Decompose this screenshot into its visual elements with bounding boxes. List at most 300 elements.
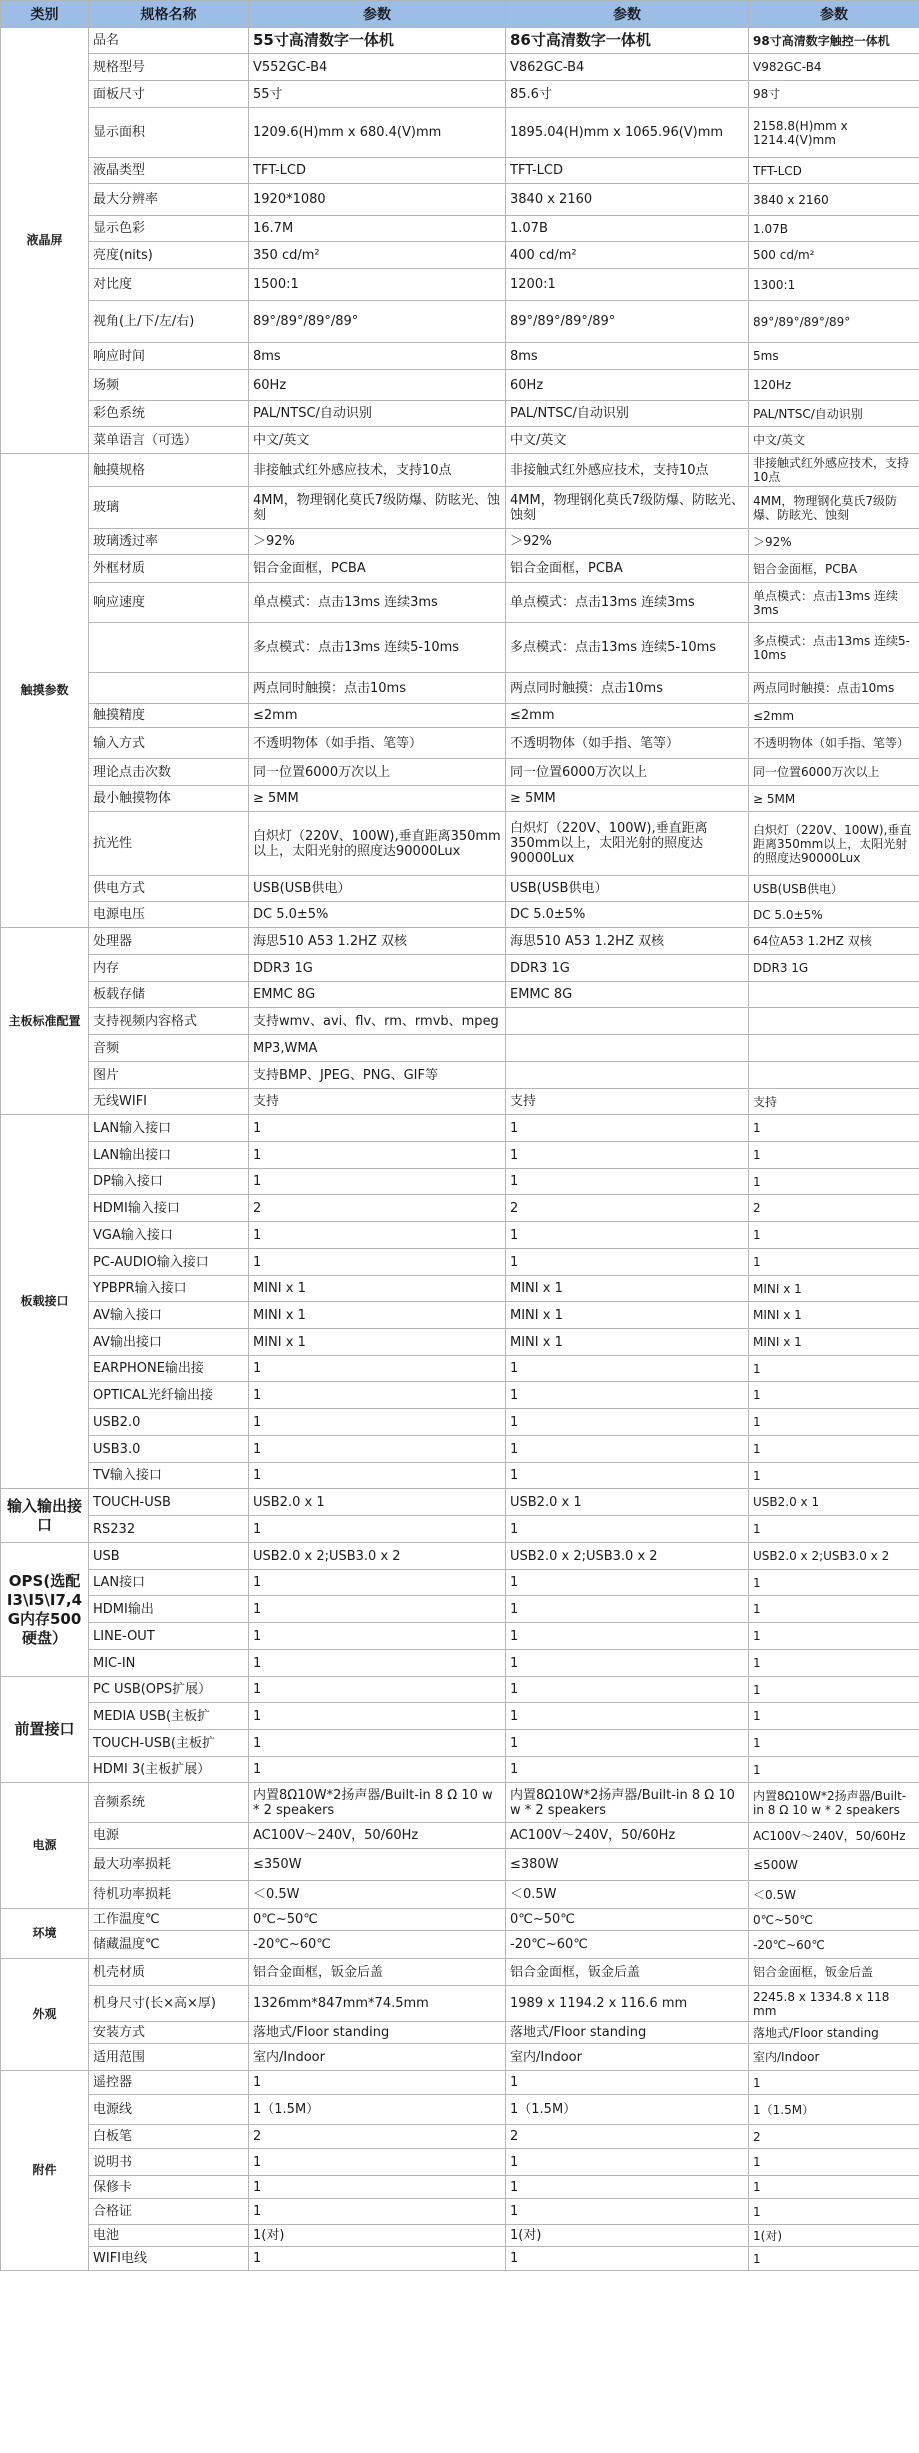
table-row: [1, 1757, 919, 1783]
spec-name-cell: 触摸精度: [89, 704, 249, 728]
spec-value-cell: 1989 x 1194.2 x 116.6 mm: [506, 1986, 749, 2022]
table-row: [1, 1169, 919, 1195]
spec-name-cell: 亮度(nits): [89, 242, 249, 269]
spec-value-cell: TFT-LCD: [749, 158, 919, 184]
spec-value-cell: USB2.0 x 2;USB3.0 x 2: [749, 1543, 919, 1570]
table-row: [1, 1276, 919, 1302]
spec-name-cell: 说明书: [89, 2149, 249, 2176]
spec-value-cell: 4MM，物理钢化莫氏7级防爆、防眩光、蚀刻: [749, 487, 919, 529]
spec-value-cell: 非接触式红外感应技术，支持10点: [749, 454, 919, 487]
spec-name-cell: TV输入接口: [89, 1463, 249, 1489]
spec-value-cell: 1: [749, 1730, 919, 1757]
spec-value-cell: MP3,WMA: [249, 1035, 506, 1062]
spec-value-cell: 1: [249, 1650, 506, 1677]
table-row: [1, 2095, 919, 2125]
spec-value-cell: 1: [749, 2199, 919, 2225]
spec-value-cell: 1(对): [506, 2225, 749, 2247]
spec-value-cell: USB(USB供电）: [749, 876, 919, 902]
spec-value-cell: 1895.04(H)mm x 1065.96(V)mm: [506, 108, 749, 158]
spec-value-cell: 3840 x 2160: [506, 184, 749, 216]
spec-name-cell: 面板尺寸: [89, 81, 249, 108]
table-row: [1, 928, 919, 955]
spec-value-cell: 1: [506, 1596, 749, 1623]
spec-name-cell: 保修卡: [89, 2176, 249, 2199]
spec-value-cell: 1: [506, 2247, 749, 2271]
spec-value-cell: 64位A53 1.2HZ 双核: [749, 928, 919, 955]
spec-name-cell: 显示色彩: [89, 216, 249, 242]
spec-name-cell: 图片: [89, 1062, 249, 1089]
spec-value-cell: 98寸高清数字触控一体机: [749, 28, 919, 54]
spec-value-cell: 单点模式：点击13ms 连续3ms: [249, 583, 506, 623]
spec-value-cell: 1: [506, 1249, 749, 1276]
spec-value-cell: 1: [506, 1169, 749, 1195]
spec-value-cell: 1: [749, 1249, 919, 1276]
table-row: [1, 487, 919, 529]
spec-name-cell: 遥控器: [89, 2071, 249, 2095]
spec-value-cell: 4MM，物理钢化莫氏7级防爆、防眩光、蚀刻: [506, 487, 749, 529]
spec-value-cell: 内置8Ω10W*2扬声器/Built-in 8 Ω 10 w * 2 speakers: [506, 1783, 749, 1823]
spec-value-cell: 1（1.5M）: [249, 2095, 506, 2125]
spec-value-cell: 8ms: [249, 343, 506, 370]
spec-value-cell: 1: [249, 1169, 506, 1195]
spec-value-cell: [506, 1062, 749, 1089]
spec-value-cell: USB(USB供电）: [506, 876, 749, 902]
spec-value-cell: 1: [249, 1409, 506, 1436]
spec-value-cell: 两点同时触摸：点击10ms: [749, 673, 919, 704]
spec-name-cell: 输入方式: [89, 728, 249, 759]
spec-name-cell: 视角(上/下/左/右): [89, 301, 249, 343]
table-row: [1, 2125, 919, 2149]
table-row: [1, 1516, 919, 1543]
spec-value-cell: USB2.0 x 2;USB3.0 x 2: [249, 1543, 506, 1570]
spec-name-cell: 玻璃: [89, 487, 249, 529]
category-cell: 环境: [1, 1909, 89, 1959]
table-row: [1, 1730, 919, 1757]
spec-value-cell: 室内/Indoor: [506, 2044, 749, 2071]
spec-value-cell: 1: [249, 1142, 506, 1169]
table-row: [1, 28, 919, 54]
spec-value-cell: MINI x 1: [506, 1276, 749, 1302]
spec-value-cell: 1: [749, 1570, 919, 1596]
table-row: [1, 786, 919, 812]
spec-value-cell: MINI x 1: [249, 1302, 506, 1329]
spec-name-cell: TOUCH-USB(主板扩: [89, 1730, 249, 1757]
table-row: [1, 343, 919, 370]
spec-value-cell: EMMC 8G: [249, 982, 506, 1008]
table-row: [1, 1062, 919, 1089]
spec-value-cell: 1: [506, 1382, 749, 1409]
spec-value-cell: ≥ 5MM: [249, 786, 506, 812]
spec-value-cell: 1: [749, 1516, 919, 1543]
spec-value-cell: 非接触式红外感应技术，支持10点: [249, 454, 506, 487]
spec-name-cell: 最小触摸物体: [89, 786, 249, 812]
spec-value-cell: 3840 x 2160: [749, 184, 919, 216]
spec-value-cell: [506, 1008, 749, 1035]
table-row: [1, 2149, 919, 2176]
spec-value-cell: 2: [749, 2125, 919, 2149]
spec-name-cell: WIFI电线: [89, 2247, 249, 2271]
spec-value-cell: -20℃~60℃: [749, 1931, 919, 1959]
spec-name-cell: HDMI输出: [89, 1596, 249, 1623]
table-row: [1, 216, 919, 242]
table-row: [1, 242, 919, 269]
spec-value-cell: 1: [749, 1222, 919, 1249]
spec-value-cell: 单点模式：点击13ms 连续3ms: [749, 583, 919, 623]
spec-value-cell: MINI x 1: [506, 1302, 749, 1329]
spec-name-cell: DP输入接口: [89, 1169, 249, 1195]
spec-value-cell: 1: [249, 1570, 506, 1596]
spec-value-cell: 1: [506, 2199, 749, 2225]
spec-value-cell: MINI x 1: [249, 1276, 506, 1302]
spec-value-cell: 1: [249, 2247, 506, 2271]
spec-value-cell: DC 5.0±5%: [249, 902, 506, 928]
table-row: [1, 812, 919, 876]
spec-name-cell: USB2.0: [89, 1409, 249, 1436]
spec-value-cell: 铝合金面框，钣金后盖: [249, 1959, 506, 1986]
spec-name-cell: 抗光性: [89, 812, 249, 876]
spec-value-cell: 室内/Indoor: [249, 2044, 506, 2071]
spec-name-cell: 供电方式: [89, 876, 249, 902]
spec-value-cell: 铝合金面框，钣金后盖: [749, 1959, 919, 1986]
category-cell: 附件: [1, 2071, 89, 2271]
table-row: [1, 1959, 919, 1986]
spec-name-cell: AV输入接口: [89, 1302, 249, 1329]
spec-value-cell: 中文/英文: [249, 427, 506, 454]
header-params-86: 参数: [506, 1, 749, 28]
spec-value-cell: 1: [506, 1222, 749, 1249]
spec-value-cell: PAL/NTSC/自动识别: [249, 401, 506, 427]
spec-value-cell: 支持: [506, 1089, 749, 1115]
spec-value-cell: 铝合金面框，PCBA: [249, 555, 506, 583]
spec-name-cell: YPBPR输入接口: [89, 1276, 249, 1302]
spec-value-cell: DDR3 1G: [249, 955, 506, 982]
spec-value-cell: 多点模式：点击13ms 连续5-10ms: [249, 623, 506, 673]
spec-value-cell: 1: [749, 1382, 919, 1409]
spec-value-cell: 1: [749, 1142, 919, 1169]
table-row: [1, 1222, 919, 1249]
spec-value-cell: 1.07B: [749, 216, 919, 242]
spec-value-cell: ≤500W: [749, 1849, 919, 1881]
spec-value-cell: 铝合金面框，PCBA: [749, 555, 919, 583]
spec-value-cell: ≥ 5MM: [506, 786, 749, 812]
header-row: [1, 1, 919, 28]
table-row: [1, 1035, 919, 1062]
spec-name-cell: 电源电压: [89, 902, 249, 928]
spec-name-cell: 液晶类型: [89, 158, 249, 184]
spec-value-cell: ＞92%: [506, 529, 749, 555]
spec-name-cell: 适用范围: [89, 2044, 249, 2071]
spec-value-cell: 1: [249, 1463, 506, 1489]
spec-value-cell: 1: [506, 1730, 749, 1757]
spec-value-cell: 两点同时触摸：点击10ms: [249, 673, 506, 704]
spec-value-cell: 内置8Ω10W*2扬声器/Built-in 8 Ω 10 w * 2 speakers: [749, 1783, 919, 1823]
spec-name-cell: 响应速度: [89, 583, 249, 623]
table-row: [1, 1142, 919, 1169]
spec-value-cell: ≥ 5MM: [749, 786, 919, 812]
spec-name-cell: 对比度: [89, 269, 249, 301]
spec-value-cell: 1: [506, 1142, 749, 1169]
spec-value-cell: V862GC-B4: [506, 54, 749, 81]
spec-name-cell: 规格型号: [89, 54, 249, 81]
spec-value-cell: DDR3 1G: [749, 955, 919, 982]
spec-value-cell: MINI x 1: [749, 1276, 919, 1302]
spec-value-cell: 同一位置6000万次以上: [506, 759, 749, 786]
spec-value-cell: 1: [249, 1516, 506, 1543]
table-row: [1, 1249, 919, 1276]
table-row: [1, 427, 919, 454]
spec-name-cell: 机身尺寸(长×高×厚): [89, 1986, 249, 2022]
spec-value-cell: USB2.0 x 1: [506, 1489, 749, 1516]
spec-value-cell: 1: [249, 2199, 506, 2225]
spec-value-cell: AC100V～240V，50/60Hz: [749, 1823, 919, 1849]
spec-value-cell: 85.6寸: [506, 81, 749, 108]
table-row: [1, 2022, 919, 2044]
spec-value-cell: 中文/英文: [506, 427, 749, 454]
spec-name-cell: 品名: [89, 28, 249, 54]
table-row: [1, 704, 919, 728]
spec-value-cell: 白炽灯（220V、100W),垂直距离350mm以上，太阳光射的照度达90000Lux: [249, 812, 506, 876]
spec-name-cell: 显示面积: [89, 108, 249, 158]
spec-value-cell: 同一位置6000万次以上: [249, 759, 506, 786]
spec-value-cell: ＞92%: [249, 529, 506, 555]
spec-value-cell: 1(对): [249, 2225, 506, 2247]
table-row: [1, 1783, 919, 1823]
spec-value-cell: 1（1.5M）: [506, 2095, 749, 2125]
spec-value-cell: 非接触式红外感应技术，支持10点: [506, 454, 749, 487]
spec-value-cell: MINI x 1: [506, 1329, 749, 1356]
spec-value-cell: 16.7M: [249, 216, 506, 242]
spec-value-cell: 8ms: [506, 343, 749, 370]
spec-value-cell: ＞92%: [749, 529, 919, 555]
spec-value-cell: 支持: [249, 1089, 506, 1115]
spec-value-cell: 中文/英文: [749, 427, 919, 454]
spec-value-cell: 白炽灯（220V、100W),垂直距离350mm以上，太阳光射的照度达90000Lux: [506, 812, 749, 876]
spec-value-cell: 60Hz: [506, 370, 749, 401]
spec-value-cell: 0℃~50℃: [506, 1909, 749, 1931]
spec-name-cell: 外框材质: [89, 555, 249, 583]
spec-value-cell: 400 cd/m²: [506, 242, 749, 269]
spec-name-cell: HDMI 3(主板扩展）: [89, 1757, 249, 1783]
spec-value-cell: 多点模式：点击13ms 连续5-10ms: [506, 623, 749, 673]
spec-value-cell: 1: [249, 1436, 506, 1463]
table-row: [1, 2225, 919, 2247]
spec-value-cell: 1: [506, 1516, 749, 1543]
spec-value-cell: USB(USB供电）: [249, 876, 506, 902]
spec-name-cell: PC USB(OPS扩展）: [89, 1677, 249, 1703]
spec-name-cell: [89, 623, 249, 673]
spec-name-cell: MEDIA USB(主板扩: [89, 1703, 249, 1730]
spec-name-cell: 最大分辨率: [89, 184, 249, 216]
table-row: [1, 1302, 919, 1329]
header-params-98: 参数: [749, 1, 919, 28]
spec-value-cell: 1: [506, 1115, 749, 1142]
spec-value-cell: 1: [749, 1436, 919, 1463]
table-row: [1, 1677, 919, 1703]
spec-value-cell: 89°/89°/89°/89°: [506, 301, 749, 343]
table-row: [1, 555, 919, 583]
spec-value-cell: ＜0.5W: [749, 1881, 919, 1909]
spec-value-cell: 1: [749, 2149, 919, 2176]
spec-value-cell: 1: [506, 1757, 749, 1783]
spec-value-cell: 1200:1: [506, 269, 749, 301]
spec-value-cell: 1: [249, 1757, 506, 1783]
spec-value-cell: 落地式/Floor standing: [249, 2022, 506, 2044]
table-row: [1, 2044, 919, 2071]
spec-value-cell: -20℃~60℃: [249, 1931, 506, 1959]
spec-value-cell: 1: [506, 2176, 749, 2199]
table-row: [1, 54, 919, 81]
spec-value-cell: 1: [749, 1623, 919, 1650]
spec-value-cell: ≤2mm: [506, 704, 749, 728]
spec-value-cell: 1: [749, 1703, 919, 1730]
table-row: [1, 2199, 919, 2225]
spec-value-cell: 1300:1: [749, 269, 919, 301]
table-row: [1, 902, 919, 928]
spec-name-cell: USB3.0: [89, 1436, 249, 1463]
spec-value-cell: ≤2mm: [749, 704, 919, 728]
spec-value-cell: 60Hz: [249, 370, 506, 401]
spec-value-cell: MINI x 1: [749, 1302, 919, 1329]
spec-name-cell: 理论点击次数: [89, 759, 249, 786]
spec-value-cell: 1: [249, 2176, 506, 2199]
table-row: [1, 1623, 919, 1650]
table-row: [1, 1931, 919, 1959]
spec-value-cell: 1: [506, 1570, 749, 1596]
spec-name-cell: 彩色系统: [89, 401, 249, 427]
table-row: [1, 1008, 919, 1035]
spec-name-cell: 处理器: [89, 928, 249, 955]
spec-value-cell: 1: [249, 1115, 506, 1142]
table-row: [1, 1463, 919, 1489]
spec-name-cell: USB: [89, 1543, 249, 1570]
spec-value-cell: 多点模式：点击13ms 连续5-10ms: [749, 623, 919, 673]
spec-name-cell: 待机功率损耗: [89, 1881, 249, 1909]
table-row: [1, 1489, 919, 1516]
table-row: [1, 759, 919, 786]
spec-name-cell: HDMI输入接口: [89, 1195, 249, 1222]
table-row: [1, 1650, 919, 1677]
spec-value-cell: 89°/89°/89°/89°: [249, 301, 506, 343]
category-cell: 主板标准配置: [1, 928, 89, 1115]
category-cell: 液晶屏: [1, 28, 89, 454]
table-row: [1, 184, 919, 216]
spec-value-cell: 5ms: [749, 343, 919, 370]
table-row: [1, 2247, 919, 2271]
spec-name-cell: 最大功率损耗: [89, 1849, 249, 1881]
spec-name-cell: 白板笔: [89, 2125, 249, 2149]
spec-value-cell: 不透明物体（如手指、笔等）: [749, 728, 919, 759]
spec-value-cell: 55寸高清数字一体机: [249, 28, 506, 54]
spec-value-cell: 2: [749, 1195, 919, 1222]
spec-value-cell: 89°/89°/89°/89°: [749, 301, 919, 343]
spec-name-cell: LINE-OUT: [89, 1623, 249, 1650]
table-row: [1, 1543, 919, 1570]
spec-value-cell: ≤2mm: [249, 704, 506, 728]
spec-name-cell: 玻璃透过率: [89, 529, 249, 555]
spec-value-cell: 不透明物体（如手指、笔等）: [249, 728, 506, 759]
spec-value-cell: 2: [249, 1195, 506, 1222]
spec-value-cell: MINI x 1: [249, 1329, 506, 1356]
spec-value-cell: 1: [506, 1677, 749, 1703]
table-row: [1, 623, 919, 673]
table-row: [1, 1195, 919, 1222]
spec-name-cell: 音频: [89, 1035, 249, 1062]
spec-name-cell: PC-AUDIO输入接口: [89, 1249, 249, 1276]
category-cell: OPS(选配I3\I5\I7,4G内存500硬盘）: [1, 1543, 89, 1677]
spec-value-cell: EMMC 8G: [506, 982, 749, 1008]
spec-value-cell: USB2.0 x 1: [749, 1489, 919, 1516]
spec-value-cell: 1: [249, 1703, 506, 1730]
spec-value-cell: 1: [506, 1703, 749, 1730]
spec-value-cell: TFT-LCD: [506, 158, 749, 184]
table-row: [1, 1089, 919, 1115]
table-row: [1, 2176, 919, 2199]
spec-value-cell: 1920*1080: [249, 184, 506, 216]
spec-value-cell: [749, 1008, 919, 1035]
spec-value-cell: DDR3 1G: [506, 955, 749, 982]
spec-value-cell: 1: [749, 1356, 919, 1382]
spec-name-cell: LAN接口: [89, 1570, 249, 1596]
spec-value-cell: -20℃~60℃: [506, 1931, 749, 1959]
category-cell: 外观: [1, 1959, 89, 2071]
table-row: [1, 529, 919, 555]
spec-value-cell: ≤380W: [506, 1849, 749, 1881]
spec-value-cell: 1: [506, 1409, 749, 1436]
spec-value-cell: 2245.8 x 1334.8 x 118 mm: [749, 1986, 919, 2022]
spec-value-cell: 120Hz: [749, 370, 919, 401]
table-row: [1, 1329, 919, 1356]
table-row: [1, 1115, 919, 1142]
spec-value-cell: USB2.0 x 1: [249, 1489, 506, 1516]
table-row: [1, 1409, 919, 1436]
spec-value-cell: 落地式/Floor standing: [506, 2022, 749, 2044]
spec-name-cell: 电源: [89, 1823, 249, 1849]
spec-value-cell: 海思510 A53 1.2HZ 双核: [506, 928, 749, 955]
spec-value-cell: 1: [749, 1677, 919, 1703]
spec-value-cell: 1: [749, 1169, 919, 1195]
spec-value-cell: 室内/Indoor: [749, 2044, 919, 2071]
spec-value-cell: 1(对): [749, 2225, 919, 2247]
table-row: [1, 673, 919, 704]
spec-name-cell: [89, 673, 249, 704]
header-spec-name: 规格名称: [89, 1, 249, 28]
spec-value-cell: 500 cd/m²: [749, 242, 919, 269]
spec-value-cell: 1: [249, 1677, 506, 1703]
header-category: 类别: [1, 1, 89, 28]
spec-value-cell: 0℃~50℃: [749, 1909, 919, 1931]
spec-value-cell: 2: [249, 2125, 506, 2149]
spec-value-cell: 0℃~50℃: [249, 1909, 506, 1931]
spec-name-cell: 支持视频内容格式: [89, 1008, 249, 1035]
spec-value-cell: DC 5.0±5%: [506, 902, 749, 928]
spec-value-cell: AC100V～240V，50/60Hz: [249, 1823, 506, 1849]
spec-value-cell: 2: [506, 2125, 749, 2149]
spec-value-cell: [749, 1035, 919, 1062]
spec-value-cell: ＜0.5W: [249, 1881, 506, 1909]
table-row: [1, 728, 919, 759]
table-row: [1, 81, 919, 108]
category-cell: 前置接口: [1, 1677, 89, 1783]
spec-value-cell: DC 5.0±5%: [749, 902, 919, 928]
spec-name-cell: 合格证: [89, 2199, 249, 2225]
spec-value-cell: 1326mm*847mm*74.5mm: [249, 1986, 506, 2022]
category-cell: 触摸参数: [1, 454, 89, 928]
spec-value-cell: 55寸: [249, 81, 506, 108]
table-row: [1, 876, 919, 902]
spec-name-cell: VGA输入接口: [89, 1222, 249, 1249]
spec-value-cell: 1: [749, 2247, 919, 2271]
spec-name-cell: 储藏温度℃: [89, 1931, 249, 1959]
